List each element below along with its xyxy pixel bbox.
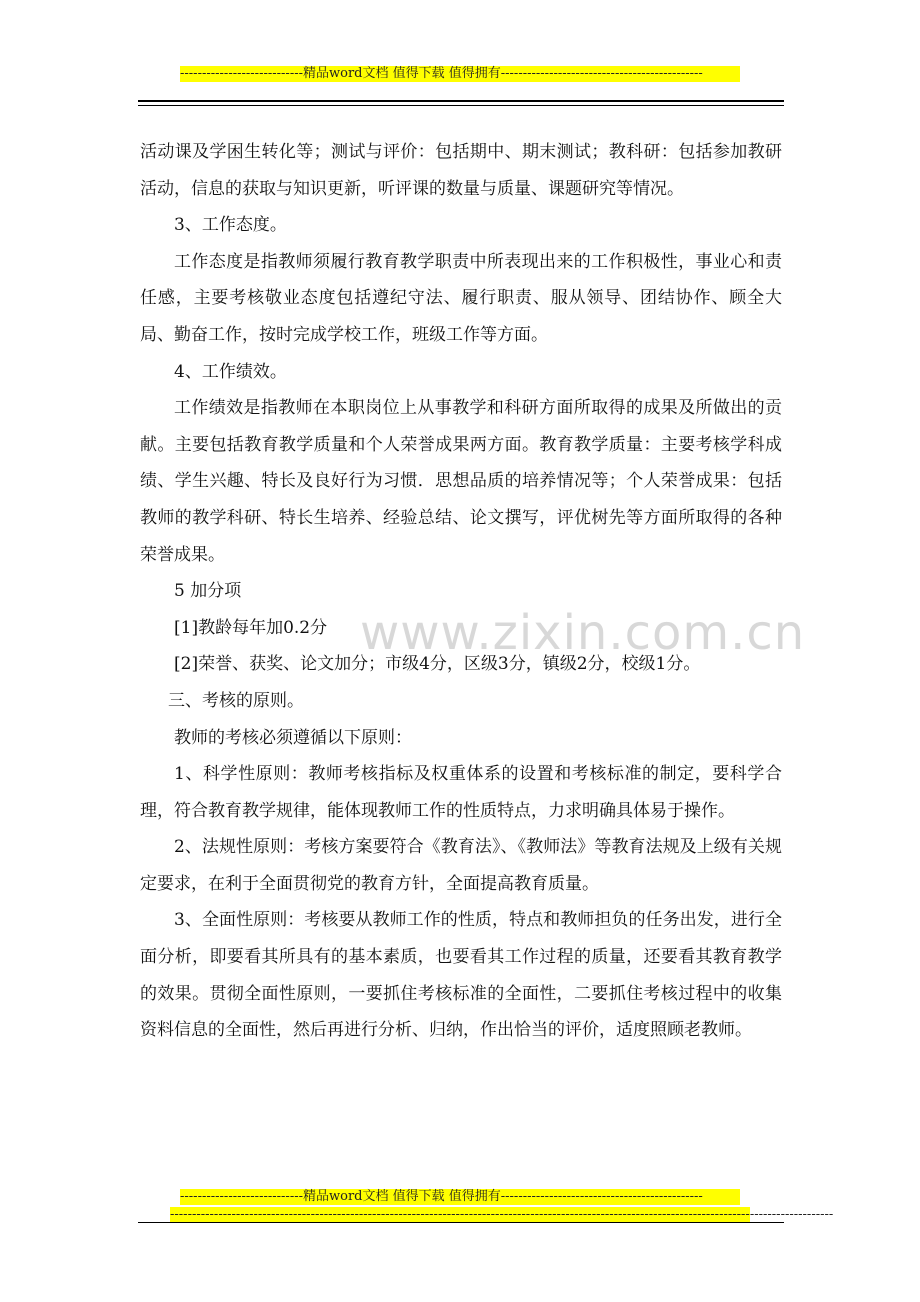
watermark: www.zixin.com.cn: [360, 605, 806, 661]
list-item: [2]荣誉、获奖、论文加分；市级4分，区级3分，镇级2分，校级1分。: [174, 654, 701, 675]
section-heading: 5 加分项: [174, 581, 242, 602]
paragraph: 活动课及学困生转化等；测试与评价：包括期中、期末测试；教科研：包括参加教研活动，信息的获取与知识更新，听评课的数量与质量、课题研究等情况。: [140, 142, 782, 199]
paragraph: 2、法规性原则：考核方案要符合《教育法》、《教师法》等教育法规及上级有关规定要求，在利于全面贯彻党的教育方针，全面提高教育质量。: [140, 837, 782, 894]
section-heading: 4、工作绩效。: [174, 361, 287, 382]
list-item: [1]教龄每年加0.2分: [174, 617, 328, 638]
paragraph: 教师的考核必须遵循以下原则：: [174, 727, 412, 748]
document-body: [140, 134, 782, 1049]
paragraph: 3、全面性原则：考核要从教师工作的性质，特点和教师担负的任务出发，进行全面分析，即要看其所具有的基本素质，也要看其工作过程的质量，还要看其教育教学的效果。贯彻全面性原则，一要抓住考核标准的全面性，二要抓住考核过程中的收集资料信息的全面性，然后再进行分析、归纳，作出恰当的评价，适度照顾老教师。: [140, 910, 782, 1041]
header-rule-thin: [138, 105, 784, 106]
footer-banner: ----------------------------精品word文档 值得下载 值得拥有----------------------------------------------: [180, 1189, 740, 1205]
header-banner: ----------------------------精品word文档 值得下载 值得拥有----------------------------------------------: [180, 66, 740, 82]
section-heading: 三、考核的原则。: [168, 690, 304, 711]
footer-dash-line: -------------------------------------------------------------------------------------------------------------------------------------------------------: [170, 1207, 834, 1222]
paragraph: 工作绩效是指教师在本职岗位上从事教学和科研方面所取得的成果及所做出的贡献。主要包括教育教学质量和个人荣誉成果两方面。教育教学质量：主要考核学科成绩、学生兴趣、特长及良好行为习惯．思想品质的培养情况等；个人荣誉成果：包括教师的教学科研、特长生培养、经验总结、论文撰写，评优树先等方面所取得的各种荣誉成果。: [140, 398, 782, 565]
header-rule-thick: [138, 100, 784, 102]
paragraph: 工作态度是指教师须履行教育教学职责中所表现出来的工作积极性，事业心和责任感，主要考核敬业态度包括遵纪守法、履行职责、服从领导、团结协作、顾全大局、勤奋工作，按时完成学校工作，班级工作等方面。: [140, 251, 782, 345]
paragraph: 1、科学性原则：教师考核指标及权重体系的设置和考核标准的制定，要科学合理，符合教育教学规律，能体现教师工作的性质特点，力求明确具体易于操作。: [140, 764, 782, 821]
section-heading: 3、工作态度。: [174, 215, 287, 236]
footer-rule: [138, 1222, 784, 1223]
